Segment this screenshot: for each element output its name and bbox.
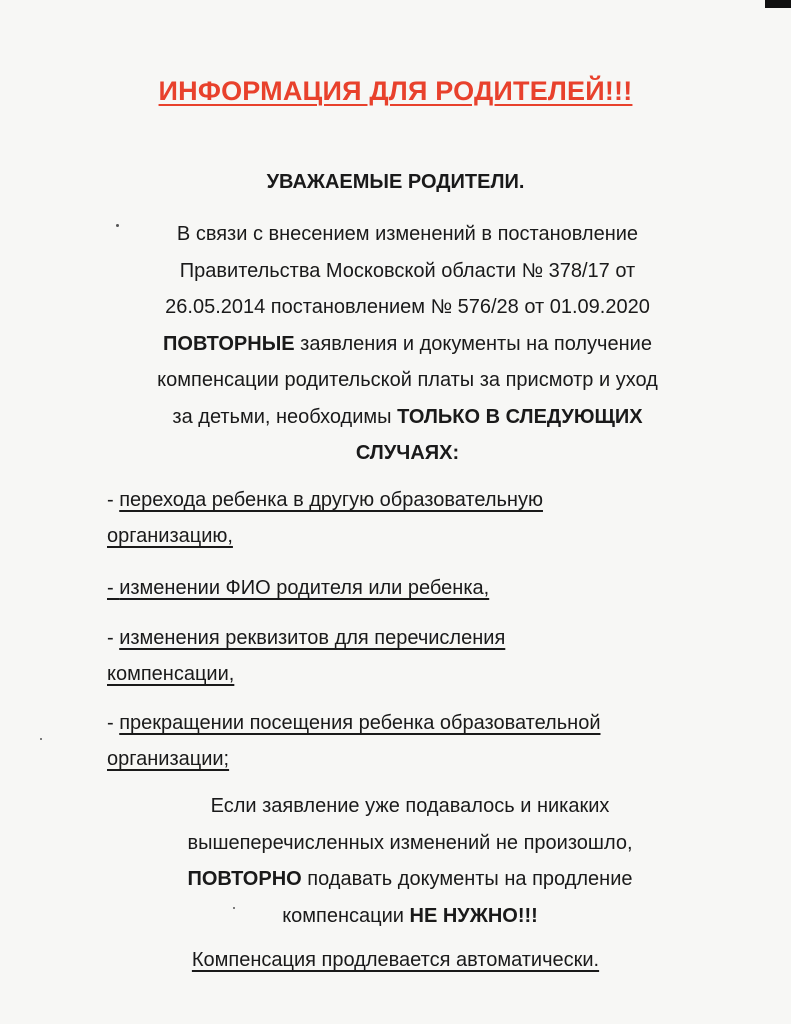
outro-line: Если заявление уже подавалось и никаких — [210, 795, 610, 817]
intro-line: 26.05.2014 постановлением № 576/28 от 01.09.2020 — [165, 296, 650, 318]
intro-line: В связи с внесением изменений в постановление — [176, 223, 639, 245]
intro-emphasis: СЛУЧАЯХ: — [355, 442, 460, 464]
scan-speck — [233, 907, 235, 909]
scan-speck — [116, 224, 119, 227]
case-text: прекращении посещения ребенка образовательной — [119, 712, 601, 734]
case-dash: - — [107, 712, 120, 734]
greeting-heading: УВАЖАЕМЫЕ РОДИТЕЛИ. — [266, 171, 525, 193]
case-text: перехода ребенка в другую образовательную — [119, 489, 543, 511]
case-dash: - — [107, 577, 120, 599]
outro-line: компенсации — [282, 904, 410, 927]
case-item — [107, 482, 727, 554]
intro-line: за детьми, необходимы — [172, 405, 398, 428]
case-text: изменении ФИО родителя или ребенка, — [119, 577, 490, 599]
case-text: организацию, — [107, 525, 233, 547]
footer-note: Компенсация продлевается автоматически. — [191, 949, 600, 971]
case-text: организации; — [107, 748, 230, 770]
scan-speck — [40, 738, 42, 740]
outro-emphasis: НЕ НУЖНО!!! — [409, 904, 538, 927]
intro-line: компенсации родительской платы за присмотр и уход — [157, 369, 658, 391]
case-dash: - — [107, 489, 120, 511]
outro-line: вышеперечисленных изменений не произошло, — [187, 831, 633, 854]
outro-line: подавать документы на продление — [301, 868, 633, 890]
case-item — [107, 705, 727, 777]
notice-title: ИНФОРМАЦИЯ ДЛЯ РОДИТЕЛЕЙ!!! — [158, 76, 633, 106]
case-text: компенсации, — [107, 663, 235, 685]
outro-paragraph — [110, 788, 710, 934]
case-text: изменения реквизитов для перечисления — [119, 627, 506, 649]
intro-paragraph — [100, 216, 715, 472]
intro-emphasis: ТОЛЬКО В СЛЕДУЮЩИХ — [397, 405, 643, 428]
scan-corner-mark — [765, 0, 791, 8]
case-item — [107, 620, 727, 692]
intro-line: Правительства Московской области № 378/17 от — [179, 259, 636, 282]
intro-line: заявления и документы на получение — [294, 332, 652, 355]
case-dash: - — [107, 627, 120, 649]
outro-emphasis: ПОВТОРНО — [187, 868, 302, 890]
case-item — [107, 570, 727, 606]
intro-emphasis: ПОВТОРНЫЕ — [163, 332, 295, 355]
